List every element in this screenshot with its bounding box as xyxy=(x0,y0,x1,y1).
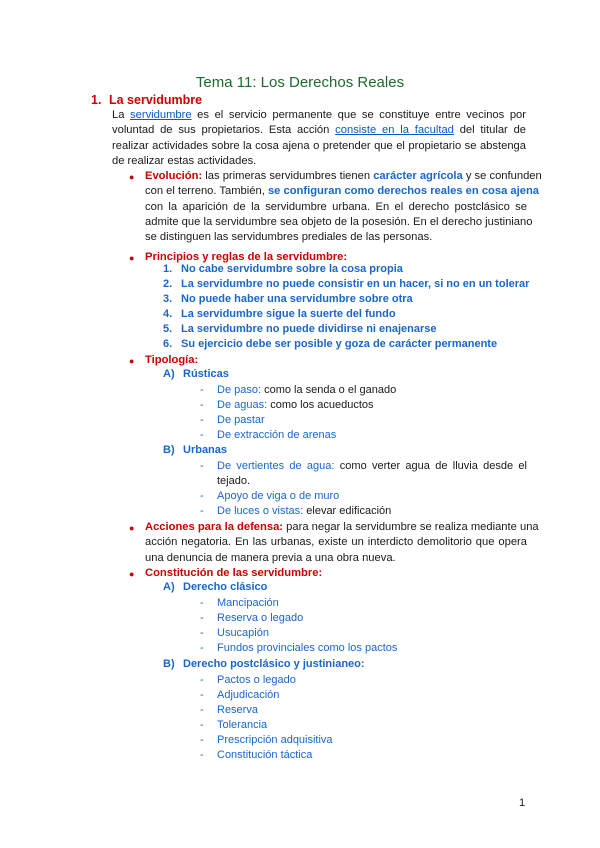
principio-item: 2. La servidumbre no puede consistir en un hacer, si no en un tolerar xyxy=(163,278,530,290)
principio-item: 5. La servidumbre no puede dividirse ni enajenarse xyxy=(163,323,437,335)
acciones-label: Acciones para la defensa: xyxy=(145,521,284,533)
urbanas-item: - De vertientes de agua: como verter agua de lluvia desde el xyxy=(200,460,527,472)
principio-item: 1. No cabe servidumbre sobre la cosa propia xyxy=(163,263,403,275)
bullet-icon: ● xyxy=(129,356,135,366)
servidumbre-link[interactable]: servidumbre xyxy=(130,109,192,121)
rusticas-item: - De extracción de arenas xyxy=(200,429,337,441)
derecho-clasico-heading: A) Derecho clásico xyxy=(163,581,268,593)
clasico-item: - Usucapión xyxy=(200,627,269,639)
urbanas-item-continuation: tejado. xyxy=(217,475,251,487)
acciones-block: Acciones para la defensa: para negar la servidumbre se realiza mediante una acción negatoria. En las urbanas, existe un interdicto demolitorio que opera una denuncia de manera previa a una obra nueva. xyxy=(145,521,539,564)
tipologia-heading: Tipología: xyxy=(145,354,199,366)
postclasico-item: - Adjudicación xyxy=(200,689,280,701)
postclasico-item: - Tolerancia xyxy=(200,719,268,731)
clasico-item: - Reserva o legado xyxy=(200,612,304,624)
bullet-icon: ● xyxy=(129,172,135,182)
postclasico-item: - Prescripción adquisitiva xyxy=(200,734,333,746)
rusticas-item: - De paso: como la senda o el ganado xyxy=(200,384,397,396)
evolucion-block: Evolución: las primeras servidumbres tienen carácter agrícola y se confunden con el terreno. También, se configuran como derechos reales en cosa ajena con la aparición de la servidumbre urbana. En el derecho postclásico se admite que la servidumbre sea objeto de la posesión. En el derecho justiniano se distinguen las servidumbres prediales de las personas. xyxy=(145,170,542,244)
page-title: Tema 11: Los Derechos Reales xyxy=(195,74,405,91)
rusticas-item: - De pastar xyxy=(200,414,265,426)
principios-heading: Principios y reglas de la servidumbre: xyxy=(145,251,348,263)
principio-item: 6. Su ejercicio debe ser posible y goza de carácter permanente xyxy=(163,338,498,350)
page-number: 1 xyxy=(519,797,526,809)
clasico-item: - Mancipación xyxy=(200,597,279,609)
clasico-item: - Fundos provinciales como los pactos xyxy=(200,642,398,654)
constitucion-heading: Constitución de las servidumbre: xyxy=(145,567,323,579)
bullet-icon: ● xyxy=(129,523,135,533)
postclasico-item: - Constitución táctica xyxy=(200,749,313,761)
rusticas-item: - De aguas: como los acueductos xyxy=(200,399,374,411)
intro-line-1: La servidumbre es el servicio permanente que se constituye entre vecinos por xyxy=(112,109,526,121)
derecho-postclasico-heading: B) Derecho postclásico y justinianeo: xyxy=(163,658,365,670)
consiste-link[interactable]: consiste en la facultad xyxy=(335,124,454,137)
intro-line-3: realizar actividades sobre la cosa ajena o pretender que el propietario se abstenga xyxy=(112,139,526,152)
postclasico-item: - Reserva xyxy=(200,704,258,716)
urbanas-item: - Apoyo de viga o de muro xyxy=(200,490,340,502)
section-number: 1. xyxy=(91,93,102,107)
urbanas-item: - De luces o vistas: elevar edificación xyxy=(200,505,392,517)
intro-line-4: de realizar estas actividades. xyxy=(112,154,257,167)
bullet-icon: ● xyxy=(129,253,135,263)
intro-paragraph xyxy=(112,108,526,169)
intro-line-2: voluntad de sus propietarios. Esta acción consiste en la facultad del titular de xyxy=(112,124,527,137)
urbanas-heading: B) Urbanas xyxy=(163,444,228,456)
rusticas-heading: A) Rústicas xyxy=(163,368,229,380)
principio-item: 3. No puede haber una servidumbre sobre otra xyxy=(163,293,413,305)
section-title: La servidumbre xyxy=(109,93,203,107)
postclasico-item: - Pactos o legado xyxy=(200,674,296,686)
principio-item: 4. La servidumbre sigue la suerte del fundo xyxy=(163,308,396,320)
bullet-icon: ● xyxy=(129,569,135,579)
section-heading xyxy=(91,93,202,107)
evolucion-label: Evolución: xyxy=(145,170,203,182)
